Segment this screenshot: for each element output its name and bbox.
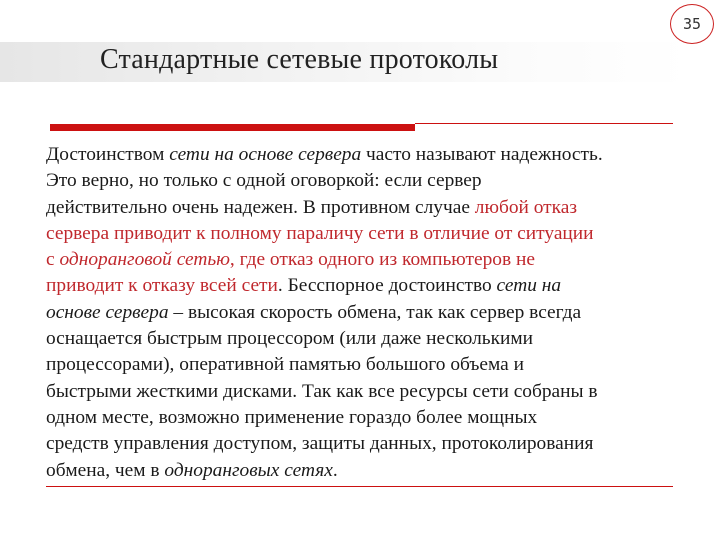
text-segment: одном месте, возможно применение гораздо более мощных xyxy=(46,406,538,428)
text-line xyxy=(46,326,686,352)
title-divider-accent xyxy=(50,124,415,131)
text-line xyxy=(46,142,686,168)
text-line xyxy=(46,168,686,194)
footer-divider xyxy=(46,486,673,487)
text-line xyxy=(46,300,686,326)
text-segment: Достоинством xyxy=(46,144,170,165)
text-segment: одноранговых сетях xyxy=(164,459,333,481)
text-segment: , где отказ одного из компьютеров не xyxy=(229,249,535,271)
text-line xyxy=(46,195,686,221)
text-line xyxy=(46,405,686,431)
text-segment: обмена, чем в xyxy=(46,459,165,481)
text-segment: действительно очень надежен. В противном случае xyxy=(46,196,475,218)
text-line xyxy=(46,458,686,484)
text-segment: . Бесспорное достоинство xyxy=(277,275,497,297)
text-segment: – высокая скорость обмена, так как сервер всегда xyxy=(168,301,582,323)
slide-title: Стандартные сетевые протоколы xyxy=(100,44,499,75)
text-segment: основе сервера xyxy=(46,301,169,323)
text-segment: сети на основе сервера xyxy=(169,144,362,165)
title-divider-thin xyxy=(415,123,673,124)
text-segment: сети на xyxy=(496,275,562,297)
body-paragraph xyxy=(46,142,686,484)
text-line xyxy=(46,247,686,273)
text-segment: любой отказ xyxy=(474,196,578,218)
text-segment: Это верно, но только с одной оговоркой: если сервер xyxy=(46,170,482,192)
text-segment: . xyxy=(332,459,338,481)
text-segment: одноранговой сетью xyxy=(59,249,230,271)
text-line xyxy=(46,221,686,247)
text-segment: оснащается быстрым процессором (или даже несколькими xyxy=(46,328,534,350)
text-segment: процессорами), оперативной памятью большого объема и xyxy=(46,354,524,376)
page-number-badge xyxy=(670,4,714,44)
page-number: 35 xyxy=(682,15,702,33)
text-segment: сервера приводит к полному параличу сети в отличие от ситуации xyxy=(46,222,594,244)
text-line xyxy=(46,273,686,299)
text-segment: быстрыми жесткими дисками. Так как все ресурсы сети собраны в xyxy=(46,380,598,402)
text-segment: с xyxy=(46,249,60,271)
text-line xyxy=(46,431,686,457)
text-segment: средств управления доступом, защиты данных, протоколирования xyxy=(46,433,594,455)
text-segment: приводит к отказу всей сети xyxy=(46,275,278,297)
text-line xyxy=(46,352,686,378)
text-line xyxy=(46,379,686,405)
text-segment: часто называют надежность. xyxy=(361,144,603,165)
